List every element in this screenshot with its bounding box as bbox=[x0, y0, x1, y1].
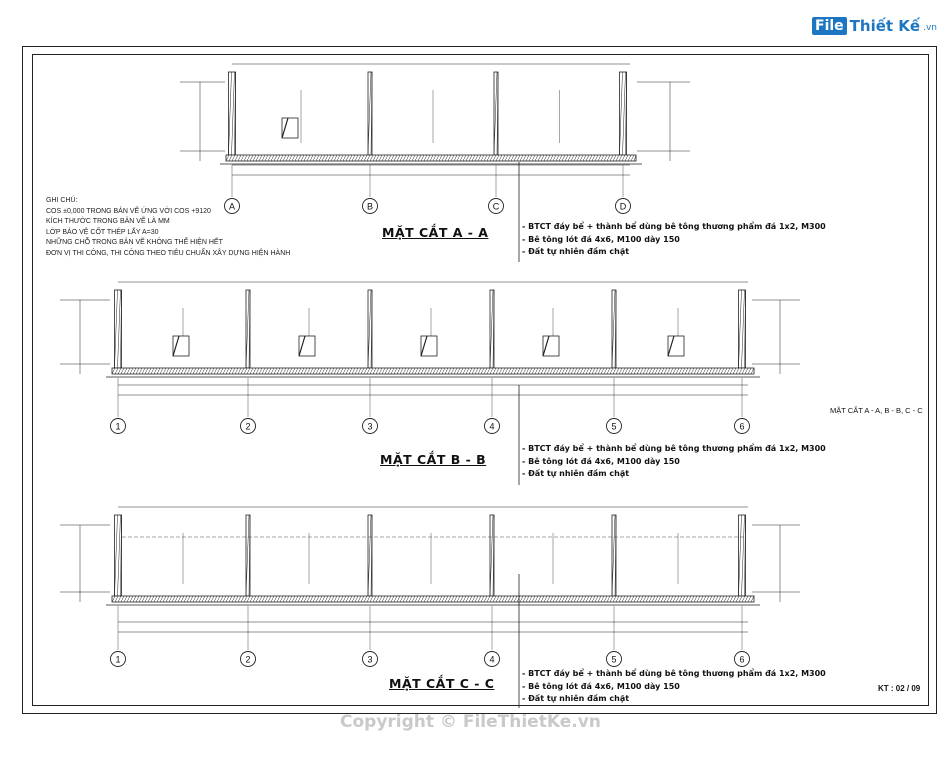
spec-line: - Đất tự nhiên đầm chặt bbox=[522, 469, 630, 478]
grid-axis-label: D bbox=[619, 201, 627, 212]
note-line: NHỮNG CHỖ TRONG BẢN VẼ KHÔNG THỂ HIỆN HẾT bbox=[46, 239, 223, 246]
grid-axis-label: 5 bbox=[611, 654, 617, 665]
spec-line: - Bê tông lót đá 4x6, M100 dày 150 bbox=[522, 681, 680, 691]
grid-axis-label: 5 bbox=[611, 421, 617, 432]
general-notes bbox=[46, 196, 290, 259]
spec-line: - BTCT đáy bể + thành bể dùng bê tông thương phẩm đá 1x2, M300 bbox=[522, 444, 826, 453]
spec-line: - BTCT đáy bể + thành bể dùng bê tông thương phẩm đá 1x2, M300 bbox=[522, 222, 826, 231]
spec-line: - Đất tự nhiên đầm chặt bbox=[522, 694, 630, 703]
grid-axis-label: 4 bbox=[489, 654, 495, 665]
logo-name: Thiết Kế bbox=[849, 17, 921, 35]
grid-axis-label: A bbox=[228, 201, 236, 212]
spec-line: - Bê tông lót đá 4x6, M100 dày 150 bbox=[522, 456, 680, 466]
grid-axis-label: 4 bbox=[489, 421, 495, 432]
grid-axis-label: 1 bbox=[115, 654, 121, 665]
grid-axis-label: 2 bbox=[245, 654, 251, 665]
note-line: LỚP BẢO VỆ CỐT THÉP LẤY A=30 bbox=[46, 228, 159, 236]
note-line: ĐƠN VỊ THI CÔNG, THI CÔNG THEO TIÊU CHUẨN XÂY DỰNG HIỆN HÀNH bbox=[46, 249, 291, 257]
material-spec-c-c bbox=[522, 668, 826, 706]
logo-badge: File bbox=[812, 17, 847, 35]
material-spec-a-a bbox=[522, 221, 826, 259]
grid-axis-label: 1 bbox=[115, 421, 121, 432]
spec-line: - BTCT đáy bể + thành bể dùng bê tông thương phẩm đá 1x2, M300 bbox=[522, 669, 826, 678]
spec-line: - Bê tông lót đá 4x6, M100 dày 150 bbox=[522, 234, 680, 244]
note-line: COS ±0,000 TRONG BẢN VẼ ỨNG VỚI COS +9120 bbox=[46, 207, 211, 215]
copyright-watermark: Copyright © FileThietKe.vn bbox=[340, 712, 601, 732]
grid-axis-label: 3 bbox=[367, 654, 373, 665]
grid-axis-label: 6 bbox=[739, 421, 745, 432]
page-code: KT : 02 / 09 bbox=[878, 684, 921, 693]
section-title-c-c: MẶT CẮT C - C bbox=[389, 676, 495, 691]
section-title-a-a: MẶT CẮT A - A bbox=[382, 225, 489, 240]
material-spec-b-b bbox=[522, 443, 826, 481]
grid-axis-label: B bbox=[366, 201, 374, 212]
spec-line: - Đất tự nhiên đầm chặt bbox=[522, 247, 630, 256]
logo-suffix: .vn bbox=[923, 23, 937, 33]
note-line: KÍCH THƯỚC TRONG BẢN VẼ LÀ MM bbox=[46, 218, 170, 225]
grid-axis-label: 3 bbox=[367, 421, 373, 432]
section-title-b-b: MẶT CẮT B - B bbox=[380, 452, 487, 467]
sheet-label: MẶT CẮT A - A, B - B, C - C bbox=[830, 406, 923, 415]
grid-axis-label: 6 bbox=[739, 654, 745, 665]
grid-axis-label: C bbox=[492, 201, 500, 212]
grid-axis-label: 2 bbox=[245, 421, 251, 432]
note-line: GHI CHÚ: bbox=[46, 197, 78, 204]
